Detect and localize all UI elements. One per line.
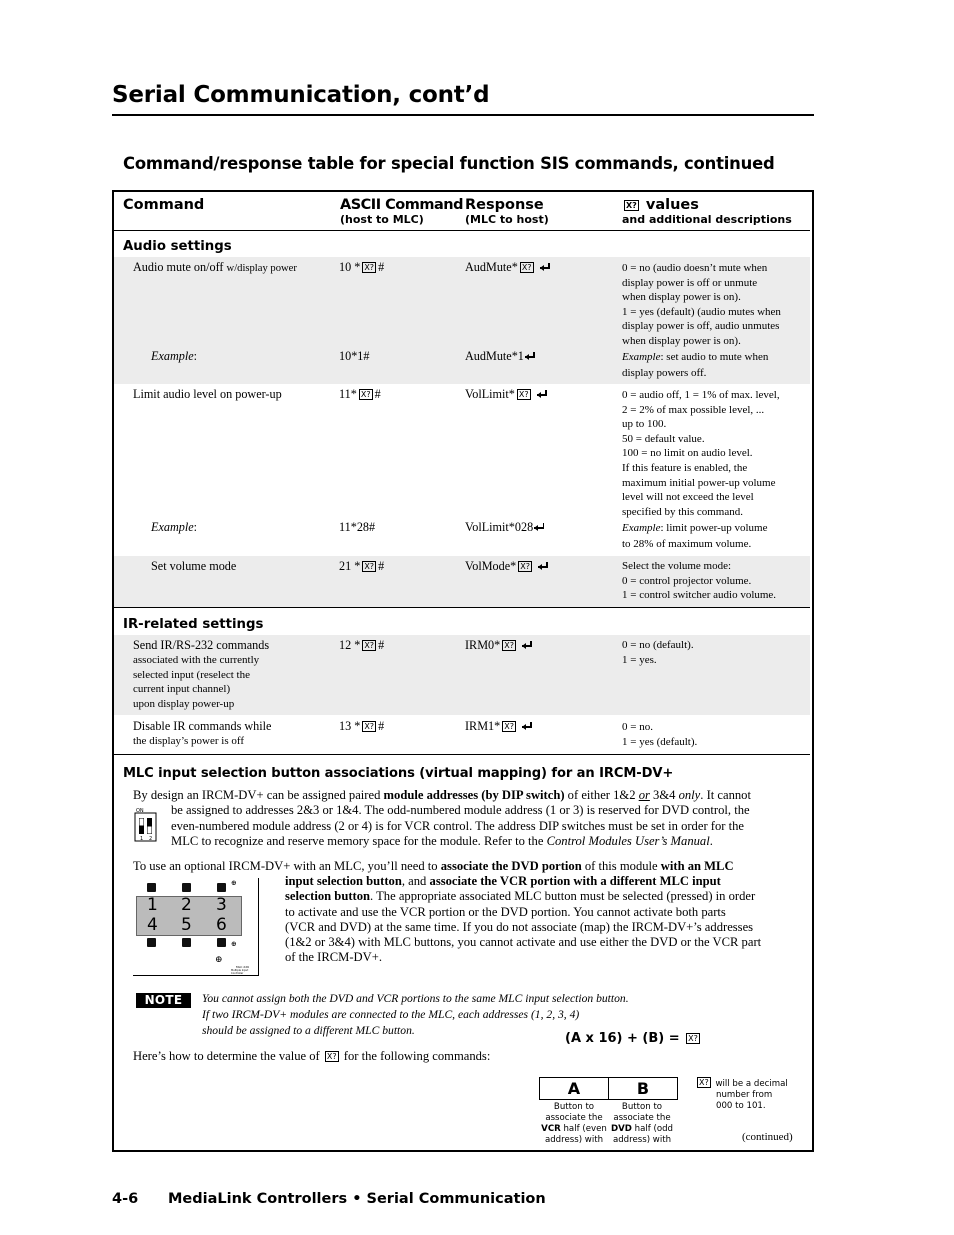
text-run: associate the VCR portion with a different MLC input (429, 874, 721, 888)
text-run: Control Modules User’s Manual (546, 833, 710, 848)
send-ir-response (465, 638, 533, 653)
limit-audio-response (465, 387, 548, 402)
label-line: associated with the currently (133, 654, 260, 666)
header-response: Response (465, 197, 544, 213)
led-2 (182, 883, 191, 892)
audio-mute-command (339, 260, 384, 275)
text-run: input selection button (285, 874, 402, 888)
mlc-keypad-illustration (133, 878, 261, 978)
header-command: Command (123, 197, 205, 213)
desc-line: 2 = 2% of max possible level, ... (622, 403, 765, 416)
text-run: 3&4 (649, 788, 679, 802)
page-title: Serial Communication, cont’d (112, 82, 490, 108)
send-ir-label-detail (133, 653, 259, 711)
header-rule (114, 230, 810, 231)
return-icon (538, 562, 549, 571)
header-values-sub: and additional descriptions (622, 213, 792, 226)
caption-run: half (odd (631, 1124, 674, 1134)
header-ascii-sub: (host to MLC) (340, 213, 424, 226)
desc-line: level will not exceed the level (622, 491, 754, 504)
example-desc2: to 28% of maximum volume. (622, 537, 752, 550)
caption-bold: VCR (541, 1124, 561, 1134)
limit-audio-example-cmd: 11*28# (339, 520, 376, 534)
formula (565, 1031, 702, 1046)
audio-mute-example-cmd: 10*1# (339, 349, 370, 363)
text-run: only (678, 788, 701, 802)
resp-text: VolMode* (465, 559, 517, 573)
note-line: You cannot assign both the DVD and VCR portions to the same MLC input selection button. (202, 992, 629, 1005)
return-icon (522, 722, 533, 731)
key-4: 4 (147, 915, 158, 935)
cmd-text: 10 * (339, 260, 361, 274)
footer-page-number: 4-6 (112, 1191, 139, 1207)
example-desc-ital: Example (622, 351, 661, 363)
text-line: (VCR and DVD) at the same time. If you do not associate (map) the IRCM-DV+’s addresses (285, 919, 754, 934)
volume-mode-response (465, 559, 549, 574)
text-line: be assigned to addresses 2&3 or 1&4. The odd-numbered module address (1 or 3) is reserved for DVD control, the (171, 803, 750, 818)
box-b: B (608, 1077, 678, 1100)
example-desc-ital: Example (622, 522, 661, 534)
screw-icon: ⊕ (215, 955, 223, 965)
mlc-paragraph-1 (133, 788, 805, 849)
desc-line: 0 = no (audio doesn’t mute when (622, 262, 768, 274)
value-explanation (133, 1049, 490, 1064)
cmd-text: 13 * (339, 719, 361, 733)
title-rule (112, 114, 814, 116)
key-6: 6 (216, 915, 227, 935)
limit-audio-example-label (151, 520, 197, 535)
ir-settings-heading: IR-related settings (123, 617, 264, 632)
x-variable-icon: X? (364, 722, 375, 731)
audio-settings-heading: Audio settings (123, 239, 232, 254)
side-line: will be a decimal (715, 1079, 788, 1089)
dip-on-label: ON (136, 808, 144, 814)
example-desc: : limit power-up volume (660, 522, 768, 534)
mlc-heading: MLC input selection button associations (virtual mapping) for an IRCM-DV+ (123, 766, 674, 781)
audio-mute-example-desc (622, 350, 768, 380)
cmd-terminator: # (378, 260, 385, 274)
x-variable-icon: X? (699, 1078, 709, 1087)
continued-label: (continued) (742, 1131, 793, 1143)
send-ir-desc (622, 638, 694, 667)
example-colon: : (193, 349, 198, 363)
resp-text: IRM1* (465, 719, 501, 733)
footer-title: MediaLink Controllers • Serial Communication (168, 1191, 546, 1207)
text-run: of either 1&2 (564, 788, 639, 802)
header-values (622, 197, 699, 213)
note-badge: NOTE (136, 993, 191, 1008)
cmd-text: 21 * (339, 559, 361, 573)
label-line: current input channel) (133, 683, 231, 696)
dip-num-1: 1 (140, 836, 144, 842)
return-icon (534, 523, 545, 532)
text-line: even-numbered module address (2 or 4) is for VCR control. The address DIP switches must be set in order for the (171, 818, 745, 833)
volume-mode-label: Set volume mode (151, 559, 237, 573)
desc-line: 1 = yes. (622, 653, 657, 666)
return-icon (540, 263, 551, 272)
limit-audio-command (339, 387, 381, 402)
volume-mode-desc (622, 559, 776, 603)
x-variable-icon: X? (360, 390, 371, 399)
text-run: selection button (285, 889, 371, 904)
resp-text: AudMute* (465, 260, 518, 274)
desc-line: maximum initial power-up volume (622, 476, 776, 489)
disable-ir-desc (622, 720, 697, 749)
x-variable-icon: X? (518, 390, 529, 399)
text-run: , and (401, 874, 430, 888)
desc-line: 0 = audio off, 1 = 1% of max. level, (622, 389, 780, 401)
limit-audio-example-resp (465, 520, 545, 535)
disable-ir-label-small: the display’s power is off (133, 735, 245, 747)
caption-line: Button to (621, 1102, 663, 1112)
send-ir-command (339, 638, 384, 653)
x-variable-icon: X? (364, 641, 375, 650)
text-line: (1&2 or 3&4) with MLC buttons, you cannot activate and use either the DVD or the VCR part (285, 935, 762, 950)
cmd-text: 12 * (339, 638, 361, 652)
section-subtitle: Command/response table for special function SIS commands, continued (123, 154, 775, 173)
led-1 (147, 883, 156, 892)
key-1: 1 (147, 895, 158, 915)
x-variable-icon: X? (521, 263, 532, 272)
key-2: 2 (181, 895, 192, 915)
note-line: If two IRCM-DV+ modules are connected to the MLC, each addresses (1, 2, 3, 4) (202, 1007, 580, 1021)
caption-line: Button to (553, 1102, 595, 1112)
return-icon (525, 352, 536, 361)
desc-line: when display power is on). (622, 291, 741, 304)
disable-ir-response (465, 719, 533, 734)
text-line: to activate and use the VCR portion or the DVD portion. You cannot activate both parts (285, 904, 726, 919)
desc-line: 50 = default value. (622, 432, 705, 445)
side-line: 000 to 101. (716, 1101, 766, 1111)
text-run: Here’s how to determine the value of (133, 1049, 323, 1063)
x-variable-icon: X? (364, 263, 375, 272)
x-variable-icon: X? (504, 722, 514, 731)
disable-ir-command (339, 719, 384, 734)
disable-ir-label: Disable IR commands while (133, 719, 272, 733)
return-icon (522, 641, 533, 650)
text-run: or (638, 788, 650, 802)
text-run: with an MLC (660, 859, 734, 873)
limit-audio-desc (622, 388, 780, 519)
audio-mute-label-text: Audio mute on/off (133, 260, 224, 274)
keypad-model-sublabel: Multiple Input Controller (231, 969, 249, 975)
mlc-paragraph-2-body (285, 874, 810, 966)
label-line: selected input (reselect the (133, 668, 250, 681)
box-a: A (539, 1077, 609, 1100)
led-3 (217, 883, 226, 892)
table-header (114, 192, 812, 230)
caption-bold: DVD (610, 1124, 632, 1134)
desc-line: 0 = no. (622, 721, 653, 733)
key-5: 5 (181, 915, 192, 935)
volume-mode-command (339, 559, 384, 574)
side-line: number from (716, 1090, 773, 1100)
example-desc2: display powers off. (622, 366, 707, 379)
audio-mute-desc (622, 261, 781, 349)
limit-audio-example-desc (622, 521, 768, 551)
send-ir-label: Send IR/RS-232 commands (133, 638, 270, 652)
example-resp-text: VolLimit*028 (465, 520, 534, 534)
desc-line: 100 = no limit on audio level. (622, 447, 753, 460)
label-line: upon display power-up (133, 697, 235, 710)
x-variable-icon: X? (626, 201, 637, 210)
led-5 (182, 938, 191, 947)
x-variable-icon: X? (688, 1034, 698, 1043)
led-6 (217, 938, 226, 947)
screw-icon: ⊕ (231, 940, 237, 948)
cmd-terminator: # (378, 719, 385, 733)
caption-line: address) with (544, 1135, 604, 1145)
audio-mute-label (133, 260, 297, 277)
example-label: Example (151, 349, 194, 363)
caption-line: associate the (613, 1113, 671, 1123)
desc-line: up to 100. (622, 418, 667, 431)
desc-line: specified by this command. (622, 505, 743, 518)
dip-num-2: 2 (149, 836, 153, 842)
x-variable-icon: X? (326, 1052, 337, 1061)
desc-line: If this feature is enabled, the (622, 461, 748, 474)
mlc-paragraph-2-line1 (133, 859, 734, 874)
text-run: of this module (581, 859, 661, 873)
keypad-model-label: MLC 226 (236, 965, 250, 969)
header-response-sub: (MLC to host) (465, 213, 549, 226)
text-run: module addresses (by DIP switch) (383, 788, 565, 802)
cmd-terminator: # (374, 387, 381, 401)
text-run: associate the DVD portion (440, 859, 582, 873)
side-note (697, 1077, 788, 1112)
text-run: MLC to recognize and reserve memory space for the module. Refer to the (171, 833, 547, 848)
return-icon (537, 390, 548, 399)
text-run: . It cannot (700, 788, 751, 802)
audio-mute-example-label (151, 349, 197, 364)
key-3: 3 (216, 895, 227, 915)
cmd-terminator: # (378, 638, 385, 652)
text-run: . The appropriate associated MLC button must be selected (pressed) in order (370, 889, 756, 904)
text-run: By design an IRCM-DV+ can be assigned paired (133, 788, 384, 802)
ir-section-rule (114, 754, 810, 755)
dip-switch-icon (134, 808, 158, 846)
desc-line: display power is off, audio unmutes (622, 320, 780, 333)
desc-line: Select the volume mode: (622, 560, 732, 572)
header-values-text: values (645, 197, 699, 213)
text-line: of the IRCM-DV+. (285, 950, 382, 965)
limit-audio-label: Limit audio level on power-up (133, 387, 282, 401)
note-line: should be assigned to a different MLC button. (202, 1023, 415, 1037)
audio-mute-example-resp (465, 349, 536, 364)
example-colon: : (193, 520, 198, 534)
example-resp-text: AudMute*1 (465, 349, 524, 363)
x-variable-icon: X? (504, 641, 514, 650)
audio-mute-response (465, 260, 551, 275)
x-variable-icon: X? (364, 562, 375, 571)
formula-text: (A x 16) + (B) = (565, 1031, 680, 1046)
cmd-text: 11* (339, 387, 357, 401)
screw-icon: ⊕ (231, 879, 237, 887)
desc-line: 1 = yes (default). (622, 735, 698, 748)
text-run: . (709, 833, 713, 848)
audio-section-rule (114, 607, 810, 608)
text-run: To use an optional IRCM-DV+ with an MLC, you’ll need to (133, 859, 441, 873)
desc-line: when display power is on). (622, 334, 741, 347)
desc-line: 0 = no (default). (622, 639, 694, 651)
caption-line: address) with (612, 1135, 672, 1145)
led-4 (147, 938, 156, 947)
example-label: Example (151, 520, 194, 534)
desc-line: 0 = control projector volume. (622, 574, 752, 587)
desc-line: 1 = control switcher audio volume. (622, 589, 777, 602)
resp-text: VolLimit* (465, 387, 515, 401)
cmd-terminator: # (378, 559, 385, 573)
text-run: for the following commands: (340, 1049, 491, 1063)
audio-mute-label-small: w/display power (226, 263, 297, 274)
desc-line: display power is off or unmute (622, 276, 758, 289)
resp-text: IRM0* (465, 638, 501, 652)
header-ascii: ASCII Command (340, 197, 463, 213)
x-variable-icon: X? (520, 562, 530, 571)
example-desc: : set audio to mute when (660, 351, 769, 363)
desc-line: 1 = yes (default) (audio mutes when (622, 305, 781, 318)
caption-a (535, 1102, 613, 1146)
caption-run: half (even (560, 1124, 607, 1134)
caption-b (603, 1102, 681, 1146)
caption-line: associate the (545, 1113, 603, 1123)
